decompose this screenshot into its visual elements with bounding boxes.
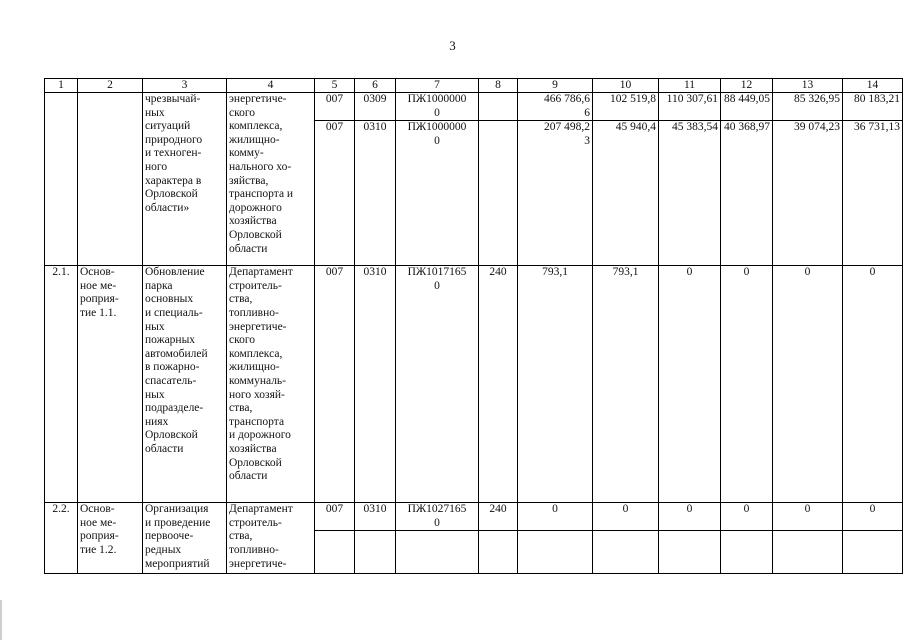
cell-section: 0310 bbox=[355, 266, 396, 503]
column-header: 1 bbox=[45, 79, 78, 93]
cell-empty bbox=[518, 531, 593, 574]
column-header: 10 bbox=[593, 79, 659, 93]
cell-grbs: 007 bbox=[315, 266, 355, 503]
cell-year-value: 793,1 bbox=[593, 266, 659, 503]
cell-year-value: 0 bbox=[721, 503, 773, 531]
cell-target-article: ПЖ1000000 0 bbox=[396, 121, 479, 266]
cell-number-empty bbox=[45, 93, 78, 266]
cell-year-value: 88 449,05 bbox=[721, 93, 773, 121]
cell-year-value: 80 183,21 bbox=[843, 93, 903, 121]
column-header: 8 bbox=[479, 79, 518, 93]
cell-expense-type: 240 bbox=[479, 503, 518, 531]
cell-year-value: 36 731,13 bbox=[843, 121, 903, 266]
cell-target-article: ПЖ1017165 0 bbox=[396, 266, 479, 503]
cell-target-article: ПЖ1027165 0 bbox=[396, 503, 479, 531]
cell-year-value: 0 bbox=[659, 266, 721, 503]
column-header: 7 bbox=[396, 79, 479, 93]
cell-year-value: 0 bbox=[659, 503, 721, 531]
cell-empty bbox=[773, 531, 843, 574]
cell-year-value: 0 bbox=[721, 266, 773, 503]
cell-year-value: 102 519,8 bbox=[593, 93, 659, 121]
table-row bbox=[45, 503, 903, 531]
cell-year-value: 39 074,23 bbox=[773, 121, 843, 266]
cell-number: 2.2. bbox=[45, 503, 78, 574]
cell-expense-type bbox=[479, 93, 518, 121]
cell-executor: Департамент строитель- ства, топливно- энергетиче- bbox=[227, 503, 315, 574]
cell-empty bbox=[396, 531, 479, 574]
page-number: 3 bbox=[449, 38, 456, 53]
cell-measure-name: Основ- ное ме- роприя- тие 1.2. bbox=[78, 503, 143, 574]
column-header: 3 bbox=[143, 79, 227, 93]
cell-program-name: Обновление парка основных и специаль- ных пожарных автомобилей в пожарно- спасатель- ных подразделе- ниях Орловской области bbox=[143, 266, 227, 503]
column-header: 11 bbox=[659, 79, 721, 93]
cell-year-value: 0 bbox=[773, 503, 843, 531]
cell-name-empty bbox=[78, 93, 143, 266]
column-header: 6 bbox=[355, 79, 396, 93]
cell-year-value: 40 368,97 bbox=[721, 121, 773, 266]
cell-section: 0309 bbox=[355, 93, 396, 121]
cell-year-value: 0 bbox=[843, 266, 903, 503]
cell-total: 0 bbox=[518, 503, 593, 531]
cell-empty bbox=[659, 531, 721, 574]
cell-empty bbox=[721, 531, 773, 574]
cell-total: 793,1 bbox=[518, 266, 593, 503]
cell-year-value: 110 307,61 bbox=[659, 93, 721, 121]
scan-edge-mark bbox=[0, 600, 2, 640]
cell-year-value: 0 bbox=[843, 503, 903, 531]
cell-empty bbox=[479, 531, 518, 574]
cell-year-value: 45 383,54 bbox=[659, 121, 721, 266]
cell-empty bbox=[593, 531, 659, 574]
column-header: 5 bbox=[315, 79, 355, 93]
column-header: 2 bbox=[78, 79, 143, 93]
cell-program-name: Организация и проведение первооче- редных мероприятий bbox=[143, 503, 227, 574]
column-number-row bbox=[45, 79, 903, 93]
cell-target-article: ПЖ1000000 0 bbox=[396, 93, 479, 121]
cell-section: 0310 bbox=[355, 121, 396, 266]
cell-program-name: чрезвычай- ных ситуаций природного и техноген- ного характера в Орловской области» bbox=[143, 93, 227, 266]
cell-empty bbox=[843, 531, 903, 574]
budget-table bbox=[44, 78, 903, 574]
cell-empty bbox=[315, 531, 355, 574]
cell-number: 2.1. bbox=[45, 266, 78, 503]
cell-executor: энергетиче- ского комплекса, жилищно- комму- нального хо- зяйства, транспорта и дорожного хозяйства Орловской области bbox=[227, 93, 315, 266]
cell-empty bbox=[355, 531, 396, 574]
column-header: 12 bbox=[721, 79, 773, 93]
cell-expense-type bbox=[479, 121, 518, 266]
cell-executor: Департамент строитель- ства, топливно- энергетиче- ского комплекса, жилищно- коммуналь- ного хозяй- ства, транспорта и дорожного хозяйства Орловской области bbox=[227, 266, 315, 503]
cell-year-value: 0 bbox=[773, 266, 843, 503]
cell-year-value: 45 940,4 bbox=[593, 121, 659, 266]
column-header: 14 bbox=[843, 79, 903, 93]
cell-grbs: 007 bbox=[315, 503, 355, 531]
column-header: 9 bbox=[518, 79, 593, 93]
cell-measure-name: Основ- ное ме- роприя- тие 1.1. bbox=[78, 266, 143, 503]
table-row bbox=[45, 266, 903, 503]
cell-section: 0310 bbox=[355, 503, 396, 531]
cell-total: 466 786,6 6 bbox=[518, 93, 593, 121]
cell-grbs: 007 bbox=[315, 121, 355, 266]
cell-year-value: 0 bbox=[593, 503, 659, 531]
column-header: 13 bbox=[773, 79, 843, 93]
column-header: 4 bbox=[227, 79, 315, 93]
cell-total: 207 498,2 3 bbox=[518, 121, 593, 266]
cell-grbs: 007 bbox=[315, 93, 355, 121]
table-row-continuation-a bbox=[45, 93, 903, 121]
cell-expense-type: 240 bbox=[479, 266, 518, 503]
cell-year-value: 85 326,95 bbox=[773, 93, 843, 121]
